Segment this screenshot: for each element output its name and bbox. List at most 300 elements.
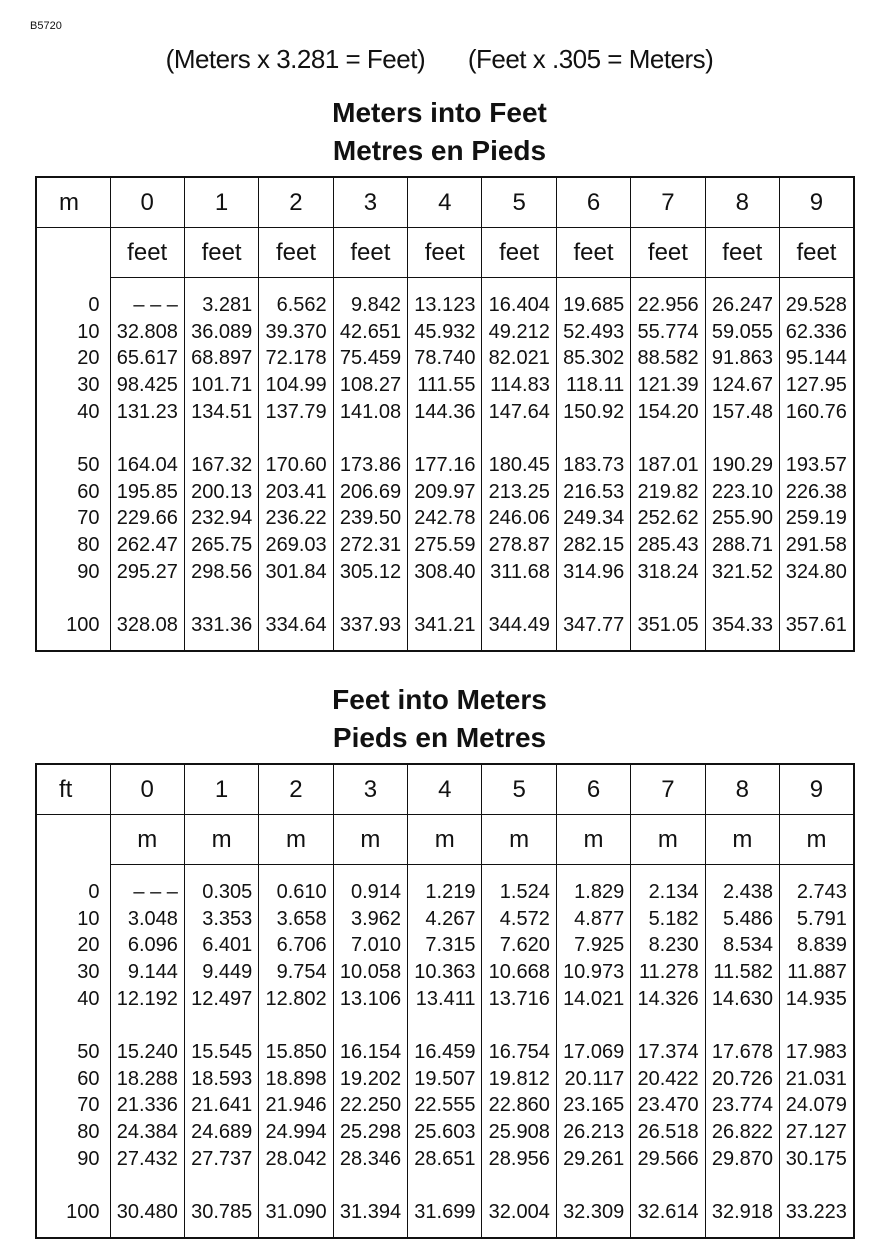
column-digit-header: 9 — [780, 177, 854, 228]
table-cell: 16.404 — [482, 292, 556, 319]
column-unit-label: feet — [556, 228, 630, 278]
table-row — [36, 959, 854, 986]
row-header: 0 — [88, 881, 100, 904]
column-digit-header: 0 — [110, 177, 184, 228]
table-cell: 269.03 — [259, 532, 333, 559]
row-header: 40 — [77, 987, 100, 1010]
column-digit-header: 7 — [631, 177, 705, 228]
column-digit-header: 9 — [780, 764, 854, 815]
feet-meters-title — [0, 681, 879, 757]
table-cell: 26.822 — [705, 1119, 779, 1146]
table-cell: 31.090 — [259, 1199, 333, 1226]
table-cell: 170.60 — [259, 452, 333, 479]
table-cell: – – – — [110, 292, 184, 319]
column-digit-header: 6 — [556, 177, 630, 228]
row-header: 100 — [66, 1201, 100, 1224]
table-cell: 22.860 — [482, 1092, 556, 1119]
table-cell: 32.004 — [482, 1199, 556, 1226]
table-cell: 49.212 — [482, 319, 556, 346]
table-cell: 226.38 — [780, 479, 854, 506]
table-cell: 195.85 — [110, 479, 184, 506]
table-cell: 0.914 — [333, 879, 407, 906]
table-cell: 2.134 — [631, 879, 705, 906]
column-unit-label: feet — [631, 228, 705, 278]
row-spacer — [36, 278, 854, 293]
column-unit-label: m — [333, 815, 407, 865]
table-cell: 291.58 — [780, 532, 854, 559]
column-unit-label: feet — [780, 228, 854, 278]
table-row — [36, 612, 854, 639]
table-cell: 328.08 — [110, 612, 184, 639]
table-cell: 141.08 — [333, 398, 407, 425]
table-cell: 344.49 — [482, 612, 556, 639]
table-cell: 30.785 — [184, 1199, 258, 1226]
table-cell: 252.62 — [631, 505, 705, 532]
table-cell: 28.651 — [408, 1145, 482, 1172]
table-cell: 9.144 — [110, 959, 184, 986]
table-cell: 206.69 — [333, 479, 407, 506]
table-cell: 24.079 — [780, 1092, 854, 1119]
table-cell: 111.55 — [408, 372, 482, 399]
table-cell: 16.154 — [333, 1039, 407, 1066]
column-digit-header: 3 — [333, 764, 407, 815]
conversion-formulas — [0, 44, 879, 75]
column-unit-row — [36, 815, 854, 865]
table-cell: 278.87 — [482, 532, 556, 559]
column-unit-label: m — [780, 815, 854, 865]
table-cell: 68.897 — [184, 345, 258, 372]
blank-header-cell — [36, 228, 110, 278]
table-cell: 5.791 — [780, 906, 854, 933]
table-cell: 118.11 — [556, 372, 630, 399]
table-cell: 12.497 — [184, 985, 258, 1012]
table-cell: 19.685 — [556, 292, 630, 319]
table-cell: 173.86 — [333, 452, 407, 479]
column-unit-label: feet — [482, 228, 556, 278]
table-cell: 33.223 — [780, 1199, 854, 1226]
table-cell: 28.956 — [482, 1145, 556, 1172]
table-cell: 28.346 — [333, 1145, 407, 1172]
table-cell: 223.10 — [705, 479, 779, 506]
table-cell: 334.64 — [259, 612, 333, 639]
table-row — [36, 1066, 854, 1093]
table-cell: 282.15 — [556, 532, 630, 559]
column-digit-header: 2 — [259, 177, 333, 228]
column-unit-label: feet — [408, 228, 482, 278]
table-cell: 62.336 — [780, 319, 854, 346]
corner-unit-label: m — [36, 177, 110, 228]
table-cell: 1.524 — [482, 879, 556, 906]
table-cell: 3.353 — [184, 906, 258, 933]
table-cell: 27.127 — [780, 1119, 854, 1146]
table-cell: 6.401 — [184, 932, 258, 959]
row-header: 60 — [77, 480, 100, 503]
meters-feet-title — [0, 94, 879, 170]
column-digit-header: 0 — [110, 764, 184, 815]
row-header: 0 — [88, 294, 100, 317]
table-cell: 187.01 — [631, 452, 705, 479]
column-digit-header: 4 — [408, 177, 482, 228]
table-cell: 10.363 — [408, 959, 482, 986]
table-row — [36, 505, 854, 532]
table-cell: 15.850 — [259, 1039, 333, 1066]
table-cell: 354.33 — [705, 612, 779, 639]
feet-to-meters-formula: (Feet x .305 = Meters) — [467, 44, 714, 74]
column-unit-label: m — [110, 815, 184, 865]
table-row — [36, 932, 854, 959]
table-row — [36, 1039, 854, 1066]
table-cell: 351.05 — [631, 612, 705, 639]
table-cell: 14.630 — [705, 985, 779, 1012]
table-cell: 59.055 — [705, 319, 779, 346]
column-digit-header: 8 — [705, 177, 779, 228]
table-row — [36, 1199, 854, 1226]
row-header: 10 — [77, 320, 100, 343]
row-header: 100 — [66, 614, 100, 637]
table-cell: 32.614 — [631, 1199, 705, 1226]
column-unit-row — [36, 228, 854, 278]
table-cell: 314.96 — [556, 558, 630, 585]
table-cell: 72.178 — [259, 345, 333, 372]
row-header: 10 — [77, 907, 100, 930]
row-spacer — [36, 425, 854, 452]
row-header: 20 — [77, 934, 100, 957]
row-header: 20 — [77, 347, 100, 370]
row-header: 70 — [77, 1094, 100, 1117]
table-cell: 180.45 — [482, 452, 556, 479]
table-cell: 308.40 — [408, 558, 482, 585]
table-cell: 272.31 — [333, 532, 407, 559]
table-row — [36, 879, 854, 906]
table-cell: 177.16 — [408, 452, 482, 479]
table-cell: 265.75 — [184, 532, 258, 559]
table-cell: 8.839 — [780, 932, 854, 959]
column-digit-header: 5 — [482, 764, 556, 815]
table-cell: 4.877 — [556, 906, 630, 933]
table-cell: 13.411 — [408, 985, 482, 1012]
document-code: B5720 — [30, 20, 62, 32]
feet-to-meters-table — [35, 763, 855, 1239]
table-cell: 30.175 — [780, 1145, 854, 1172]
table-cell: 17.678 — [705, 1039, 779, 1066]
table-cell: 20.422 — [631, 1066, 705, 1093]
table-cell: 3.658 — [259, 906, 333, 933]
row-header: 50 — [77, 1041, 100, 1064]
table-cell: 5.182 — [631, 906, 705, 933]
table-cell: 2.438 — [705, 879, 779, 906]
table-cell: 347.77 — [556, 612, 630, 639]
table-cell: 9.754 — [259, 959, 333, 986]
table-cell: 160.76 — [780, 398, 854, 425]
meters-feet-title-en: Meters into Feet — [332, 97, 547, 128]
table-cell: 22.956 — [631, 292, 705, 319]
table-cell: 12.192 — [110, 985, 184, 1012]
table-cell: 27.432 — [110, 1145, 184, 1172]
table-cell: 10.668 — [482, 959, 556, 986]
row-header: 70 — [77, 507, 100, 530]
table-cell: 275.59 — [408, 532, 482, 559]
table-cell: 147.64 — [482, 398, 556, 425]
table-cell: 17.069 — [556, 1039, 630, 1066]
table-cell: 1.219 — [408, 879, 482, 906]
table-cell: 82.021 — [482, 345, 556, 372]
table-cell: 124.67 — [705, 372, 779, 399]
table-cell: 22.555 — [408, 1092, 482, 1119]
table-cell: 22.250 — [333, 1092, 407, 1119]
table-cell: 357.61 — [780, 612, 854, 639]
table-cell: 11.278 — [631, 959, 705, 986]
meters-feet-title-fr: Metres en Pieds — [332, 135, 547, 166]
table-cell: 25.298 — [333, 1119, 407, 1146]
table-cell: 3.962 — [333, 906, 407, 933]
table-cell: 29.261 — [556, 1145, 630, 1172]
table-cell: 144.36 — [408, 398, 482, 425]
table-cell: 341.21 — [408, 612, 482, 639]
column-digit-header: 1 — [184, 177, 258, 228]
row-header: 80 — [77, 534, 100, 557]
table-cell: 16.459 — [408, 1039, 482, 1066]
meters-to-feet-formula: (Meters x 3.281 = Feet) — [165, 44, 426, 74]
table-row — [36, 345, 854, 372]
table-cell: 6.562 — [259, 292, 333, 319]
table-cell: 0.610 — [259, 879, 333, 906]
table-cell: 18.288 — [110, 1066, 184, 1093]
column-digit-header: 3 — [333, 177, 407, 228]
column-unit-label: m — [705, 815, 779, 865]
column-digit-header: 7 — [631, 764, 705, 815]
table-cell: 15.240 — [110, 1039, 184, 1066]
table-cell: 321.52 — [705, 558, 779, 585]
meters-to-feet-table — [35, 176, 855, 652]
table-cell: 95.144 — [780, 345, 854, 372]
table-cell: 12.802 — [259, 985, 333, 1012]
table-cell: 229.66 — [110, 505, 184, 532]
table-cell: 2.743 — [780, 879, 854, 906]
table-cell: 249.34 — [556, 505, 630, 532]
row-spacer — [36, 639, 854, 651]
column-unit-label: m — [631, 815, 705, 865]
table-row — [36, 1119, 854, 1146]
table-row — [36, 372, 854, 399]
table-cell: 23.470 — [631, 1092, 705, 1119]
table-cell: 13.123 — [408, 292, 482, 319]
table-cell: 14.326 — [631, 985, 705, 1012]
table-cell: 232.94 — [184, 505, 258, 532]
table-cell: 262.47 — [110, 532, 184, 559]
table-row — [36, 532, 854, 559]
table-row — [36, 1145, 854, 1172]
table-cell: 9.449 — [184, 959, 258, 986]
table-cell: 8.534 — [705, 932, 779, 959]
table-cell: 88.582 — [631, 345, 705, 372]
row-spacer — [36, 585, 854, 612]
table-cell: 239.50 — [333, 505, 407, 532]
table-cell: 318.24 — [631, 558, 705, 585]
table-cell: 9.842 — [333, 292, 407, 319]
row-header: 30 — [77, 374, 100, 397]
table-cell: 10.973 — [556, 959, 630, 986]
table-cell: 98.425 — [110, 372, 184, 399]
column-digit-row — [36, 764, 854, 815]
table-cell: 10.058 — [333, 959, 407, 986]
table-cell: 131.23 — [110, 398, 184, 425]
table-cell: 5.486 — [705, 906, 779, 933]
table-cell: 18.593 — [184, 1066, 258, 1093]
table-cell: 23.774 — [705, 1092, 779, 1119]
table-row — [36, 1092, 854, 1119]
table-cell: 19.507 — [408, 1066, 482, 1093]
row-header: 80 — [77, 1121, 100, 1144]
table-cell: 14.935 — [780, 985, 854, 1012]
table-cell: 45.932 — [408, 319, 482, 346]
column-digit-header: 4 — [408, 764, 482, 815]
table-row — [36, 906, 854, 933]
table-cell: 337.93 — [333, 612, 407, 639]
table-cell: 7.315 — [408, 932, 482, 959]
table-cell: 21.946 — [259, 1092, 333, 1119]
table-cell: 14.021 — [556, 985, 630, 1012]
table-cell: 29.870 — [705, 1145, 779, 1172]
table-cell: 305.12 — [333, 558, 407, 585]
table-cell: 246.06 — [482, 505, 556, 532]
table-cell: 219.82 — [631, 479, 705, 506]
column-unit-label: m — [556, 815, 630, 865]
table-cell: 31.394 — [333, 1199, 407, 1226]
corner-unit-label: ft — [36, 764, 110, 815]
table-row — [36, 319, 854, 346]
table-cell: 114.83 — [482, 372, 556, 399]
column-unit-label: m — [259, 815, 333, 865]
table-cell: 18.898 — [259, 1066, 333, 1093]
table-cell: 85.302 — [556, 345, 630, 372]
table-cell: 65.617 — [110, 345, 184, 372]
table-cell: 324.80 — [780, 558, 854, 585]
table-cell: 26.213 — [556, 1119, 630, 1146]
column-digit-header: 8 — [705, 764, 779, 815]
table-row — [36, 452, 854, 479]
table-cell: 11.887 — [780, 959, 854, 986]
table-cell: 13.106 — [333, 985, 407, 1012]
table-cell: 8.230 — [631, 932, 705, 959]
table-cell: – – – — [110, 879, 184, 906]
row-spacer — [36, 1172, 854, 1199]
table-cell: 32.918 — [705, 1199, 779, 1226]
table-cell: 157.48 — [705, 398, 779, 425]
table-cell: 7.925 — [556, 932, 630, 959]
table-cell: 21.031 — [780, 1066, 854, 1093]
table-cell: 29.566 — [631, 1145, 705, 1172]
table-cell: 24.689 — [184, 1119, 258, 1146]
table-cell: 209.97 — [408, 479, 482, 506]
table-cell: 0.305 — [184, 879, 258, 906]
table-cell: 295.27 — [110, 558, 184, 585]
table-cell: 164.04 — [110, 452, 184, 479]
row-spacer — [36, 1012, 854, 1039]
table-cell: 311.68 — [482, 558, 556, 585]
table-cell: 78.740 — [408, 345, 482, 372]
table-cell: 7.010 — [333, 932, 407, 959]
table-cell: 91.863 — [705, 345, 779, 372]
column-unit-label: m — [184, 815, 258, 865]
table-row — [36, 479, 854, 506]
table-cell: 183.73 — [556, 452, 630, 479]
table-cell: 19.202 — [333, 1066, 407, 1093]
table-cell: 193.57 — [780, 452, 854, 479]
row-header: 60 — [77, 1067, 100, 1090]
table-cell: 31.699 — [408, 1199, 482, 1226]
table-cell: 255.90 — [705, 505, 779, 532]
table-cell: 28.042 — [259, 1145, 333, 1172]
table-cell: 21.336 — [110, 1092, 184, 1119]
table-cell: 236.22 — [259, 505, 333, 532]
table-cell: 127.95 — [780, 372, 854, 399]
table-cell: 19.812 — [482, 1066, 556, 1093]
table-cell: 32.309 — [556, 1199, 630, 1226]
table-cell: 216.53 — [556, 479, 630, 506]
column-unit-label: feet — [705, 228, 779, 278]
table-cell: 52.493 — [556, 319, 630, 346]
table-cell: 20.117 — [556, 1066, 630, 1093]
feet-meters-title-en: Feet into Meters — [332, 684, 547, 715]
row-spacer — [36, 1226, 854, 1238]
table-cell: 75.459 — [333, 345, 407, 372]
table-cell: 331.36 — [184, 612, 258, 639]
row-header: 30 — [77, 961, 100, 984]
column-digit-header: 1 — [184, 764, 258, 815]
table-cell: 17.983 — [780, 1039, 854, 1066]
table-cell: 7.620 — [482, 932, 556, 959]
table-cell: 17.374 — [631, 1039, 705, 1066]
table-cell: 23.165 — [556, 1092, 630, 1119]
row-header: 40 — [77, 400, 100, 423]
table-cell: 24.384 — [110, 1119, 184, 1146]
table-cell: 32.808 — [110, 319, 184, 346]
column-digit-header: 5 — [482, 177, 556, 228]
table-cell: 26.247 — [705, 292, 779, 319]
column-unit-label: feet — [333, 228, 407, 278]
table-cell: 108.27 — [333, 372, 407, 399]
table-cell: 25.908 — [482, 1119, 556, 1146]
table-cell: 298.56 — [184, 558, 258, 585]
column-unit-label: m — [408, 815, 482, 865]
table-row — [36, 292, 854, 319]
table-cell: 15.545 — [184, 1039, 258, 1066]
feet-meters-title-fr: Pieds en Metres — [332, 722, 547, 753]
table-cell: 16.754 — [482, 1039, 556, 1066]
column-unit-label: feet — [110, 228, 184, 278]
table-cell: 301.84 — [259, 558, 333, 585]
table-cell: 13.716 — [482, 985, 556, 1012]
table-cell: 26.518 — [631, 1119, 705, 1146]
table-cell: 6.706 — [259, 932, 333, 959]
table-cell: 213.25 — [482, 479, 556, 506]
table-cell: 288.71 — [705, 532, 779, 559]
table-cell: 104.99 — [259, 372, 333, 399]
table-cell: 55.774 — [631, 319, 705, 346]
table-cell: 3.281 — [184, 292, 258, 319]
table-cell: 25.603 — [408, 1119, 482, 1146]
table-cell: 154.20 — [631, 398, 705, 425]
column-unit-label: m — [482, 815, 556, 865]
table-cell: 137.79 — [259, 398, 333, 425]
column-unit-label: feet — [259, 228, 333, 278]
table-row — [36, 398, 854, 425]
table-row — [36, 985, 854, 1012]
table-cell: 6.096 — [110, 932, 184, 959]
row-spacer — [36, 865, 854, 880]
table-cell: 203.41 — [259, 479, 333, 506]
row-header: 50 — [77, 454, 100, 477]
